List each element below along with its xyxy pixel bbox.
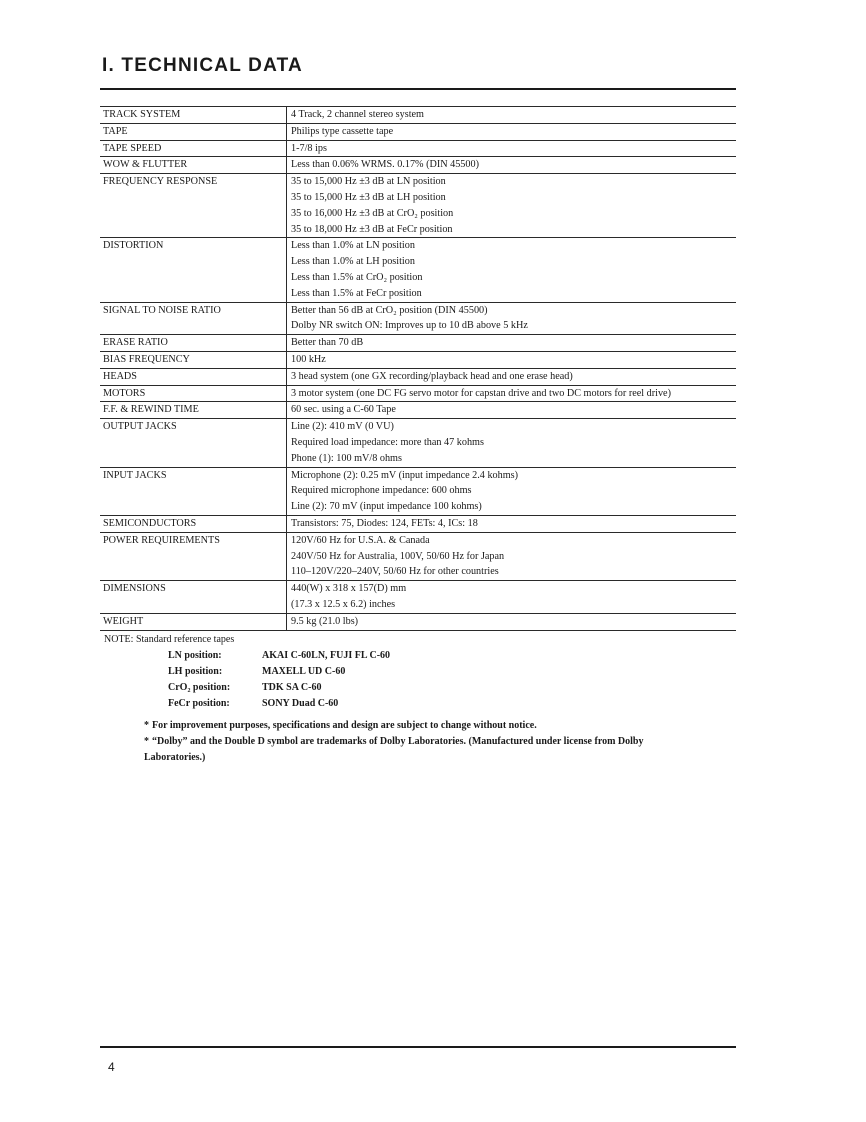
- spec-value: [287, 302, 737, 335]
- spec-value-line: Less than 1.0% at LN position: [291, 240, 415, 252]
- spec-row: [100, 515, 736, 532]
- spec-value: [287, 385, 737, 402]
- spec-value: [287, 532, 737, 580]
- spec-label: BIAS FREQUENCY: [100, 351, 287, 368]
- spec-row: [100, 302, 736, 335]
- footer-rule: [100, 1046, 736, 1048]
- spec-value-line: 4 Track, 2 channel stereo system: [291, 109, 424, 120]
- tape-position: CrO₂ position:: [168, 682, 231, 693]
- tape-position: LH position:: [168, 666, 223, 677]
- spec-value-line: Better than 56 dB at CrO₂ position (DIN 45500): [291, 304, 488, 316]
- spec-value-line: 110–120V/220–240V, 50/60 Hz for other countries: [291, 566, 499, 578]
- spec-row: [100, 238, 736, 302]
- spec-value: [287, 368, 737, 385]
- spec-row: [100, 335, 736, 352]
- page-number: 4: [108, 1060, 115, 1074]
- spec-label: POWER REQUIREMENTS: [100, 532, 287, 580]
- page-title: I. TECHNICAL DATA: [102, 55, 303, 76]
- spec-label: TAPE SPEED: [100, 140, 287, 157]
- spec-value-line: 9.5 kg (21.0 lbs): [291, 615, 359, 627]
- spec-table: [100, 106, 736, 631]
- spec-value-line: Line (2): 410 mV (0 VU): [291, 421, 394, 433]
- spec-label: F.F. & REWIND TIME: [100, 402, 287, 419]
- spec-value: [287, 581, 737, 614]
- footnotes: [144, 718, 724, 766]
- spec-label: SIGNAL TO NOISE RATIO: [100, 302, 287, 335]
- spec-row: [100, 123, 736, 140]
- spec-row: [100, 157, 736, 174]
- spec-row: [100, 174, 736, 238]
- spec-row: [100, 581, 736, 614]
- spec-value: [287, 238, 737, 302]
- spec-label: ERASE RATIO: [100, 335, 287, 352]
- spec-label: WEIGHT: [100, 613, 287, 630]
- footnote-asterisk: *: [144, 736, 149, 747]
- spec-row: [100, 613, 736, 630]
- footnote-text: For improvement purposes, specifications and design are subject to change without notice.: [152, 720, 537, 731]
- spec-value-line: Line (2): 70 mV (input impedance 100 kohms): [291, 501, 482, 513]
- spec-value: [287, 140, 737, 157]
- spec-row: [100, 368, 736, 385]
- spec-value-line: Microphone (2): 0.25 mV (input impedance 2.4 kohms): [291, 469, 519, 481]
- spec-value: [287, 419, 737, 467]
- reference-tape-row: [168, 648, 390, 664]
- spec-row: [100, 140, 736, 157]
- spec-label: FREQUENCY RESPONSE: [100, 174, 287, 238]
- tape-name: TDK SA C-60: [262, 682, 322, 693]
- spec-value: [287, 123, 737, 140]
- spec-value: [287, 351, 737, 368]
- spec-value-line: Required load impedance: more than 47 kohms: [291, 436, 484, 448]
- spec-value-line: 240V/50 Hz for Australia, 100V, 50/60 Hz for Japan: [291, 550, 505, 562]
- spec-value: [287, 613, 737, 630]
- spec-value-line: 35 to 16,000 Hz ±3 dB at CrO₂ position: [291, 207, 454, 219]
- spec-value-line: 35 to 15,000 Hz ±3 dB at LN position: [291, 176, 446, 188]
- tape-name: AKAI C-60LN, FUJI FL C-60: [262, 650, 391, 661]
- spec-value: [287, 157, 737, 174]
- reference-tape-row: [168, 680, 390, 696]
- spec-label: INPUT JACKS: [100, 467, 287, 515]
- reference-tapes-body: [168, 648, 390, 712]
- reference-tapes-table: [168, 648, 390, 712]
- spec-row: [100, 402, 736, 419]
- spec-label: DISTORTION: [100, 238, 287, 302]
- spec-value-line: Less than 0.06% WRMS. 0.17% (DIN 45500): [291, 159, 479, 171]
- spec-label: WOW & FLUTTER: [100, 157, 287, 174]
- spec-value: [287, 107, 737, 124]
- spec-value: [287, 515, 737, 532]
- spec-value-line: Phone (1): 100 mV/8 ohms: [291, 452, 402, 464]
- footnote-text: “Dolby” and the Double D symbol are trademarks of Dolby Laboratories. (Manufactured under license from Dolby: [152, 736, 644, 747]
- spec-value: [287, 174, 737, 238]
- spec-value-line: Dolby NR switch ON: Improves up to 10 dB above 5 kHz: [291, 320, 528, 332]
- spec-label: TAPE: [100, 123, 287, 140]
- spec-value-line: 440(W) x 318 x 157(D) mm: [291, 583, 407, 595]
- spec-value-line: 35 to 15,000 Hz ±3 dB at LH position: [291, 191, 446, 203]
- spec-row: [100, 385, 736, 402]
- spec-value-line: 1-7/8 ips: [291, 142, 327, 154]
- spec-value-line: 120V/60 Hz for U.S.A. & Canada: [291, 534, 430, 546]
- title-rule: [100, 88, 736, 90]
- spec-value-line: Less than 1.5% at FeCr position: [291, 287, 422, 299]
- reference-tape-row: [168, 664, 390, 680]
- spec-row: [100, 532, 736, 580]
- spec-value: [287, 335, 737, 352]
- footnote-continuation: Laboratories.): [144, 752, 206, 763]
- footnote: [144, 734, 724, 750]
- reference-tape-row: [168, 696, 390, 712]
- tape-name: SONY Duad C-60: [262, 698, 339, 709]
- spec-value: [287, 402, 737, 419]
- note-title: NOTE: Standard reference tapes: [104, 634, 235, 645]
- spec-row: [100, 467, 736, 515]
- spec-value-line: 3 motor system (one DC FG servo motor for capstan drive and two DC motors for reel drive): [291, 387, 671, 399]
- spec-table-body: [100, 107, 736, 631]
- spec-value-line: Less than 1.0% at LH position: [291, 256, 415, 268]
- spec-value: [287, 467, 737, 515]
- spec-value-line: Better than 70 dB: [291, 337, 364, 349]
- spec-value-line: 60 sec. using a C-60 Tape: [291, 404, 396, 416]
- tape-position: FeCr position:: [168, 698, 230, 709]
- spec-label: TRACK SYSTEM: [100, 107, 287, 124]
- spec-value-line: (17.3 x 12.5 x 6.2) inches: [291, 598, 396, 610]
- notes-section: [104, 632, 724, 766]
- spec-label: MOTORS: [100, 385, 287, 402]
- spec-value-line: Less than 1.5% at CrO₂ position: [291, 271, 423, 283]
- spec-value-line: 100 kHz: [291, 353, 326, 365]
- spec-row: [100, 419, 736, 467]
- spec-value-line: 35 to 18,000 Hz ±3 dB at FeCr position: [291, 223, 453, 235]
- spec-value-line: Philips type cassette tape: [291, 125, 394, 137]
- tape-position: LN position:: [168, 650, 222, 661]
- footnote-asterisk: *: [144, 720, 149, 731]
- tape-name: MAXELL UD C-60: [262, 666, 346, 677]
- spec-value-line: Transistors: 75, Diodes: 124, FETs: 4, ICs: 18: [291, 517, 478, 529]
- spec-value-line: 3 head system (one GX recording/playback head and one erase head): [291, 370, 573, 382]
- spec-row: [100, 351, 736, 368]
- spec-row: [100, 107, 736, 124]
- spec-value-line: Required microphone impedance: 600 ohms: [291, 485, 472, 497]
- footnote: [144, 718, 724, 734]
- spec-label: DIMENSIONS: [100, 581, 287, 614]
- spec-label: HEADS: [100, 368, 287, 385]
- spec-label: SEMICONDUCTORS: [100, 515, 287, 532]
- spec-label: OUTPUT JACKS: [100, 419, 287, 467]
